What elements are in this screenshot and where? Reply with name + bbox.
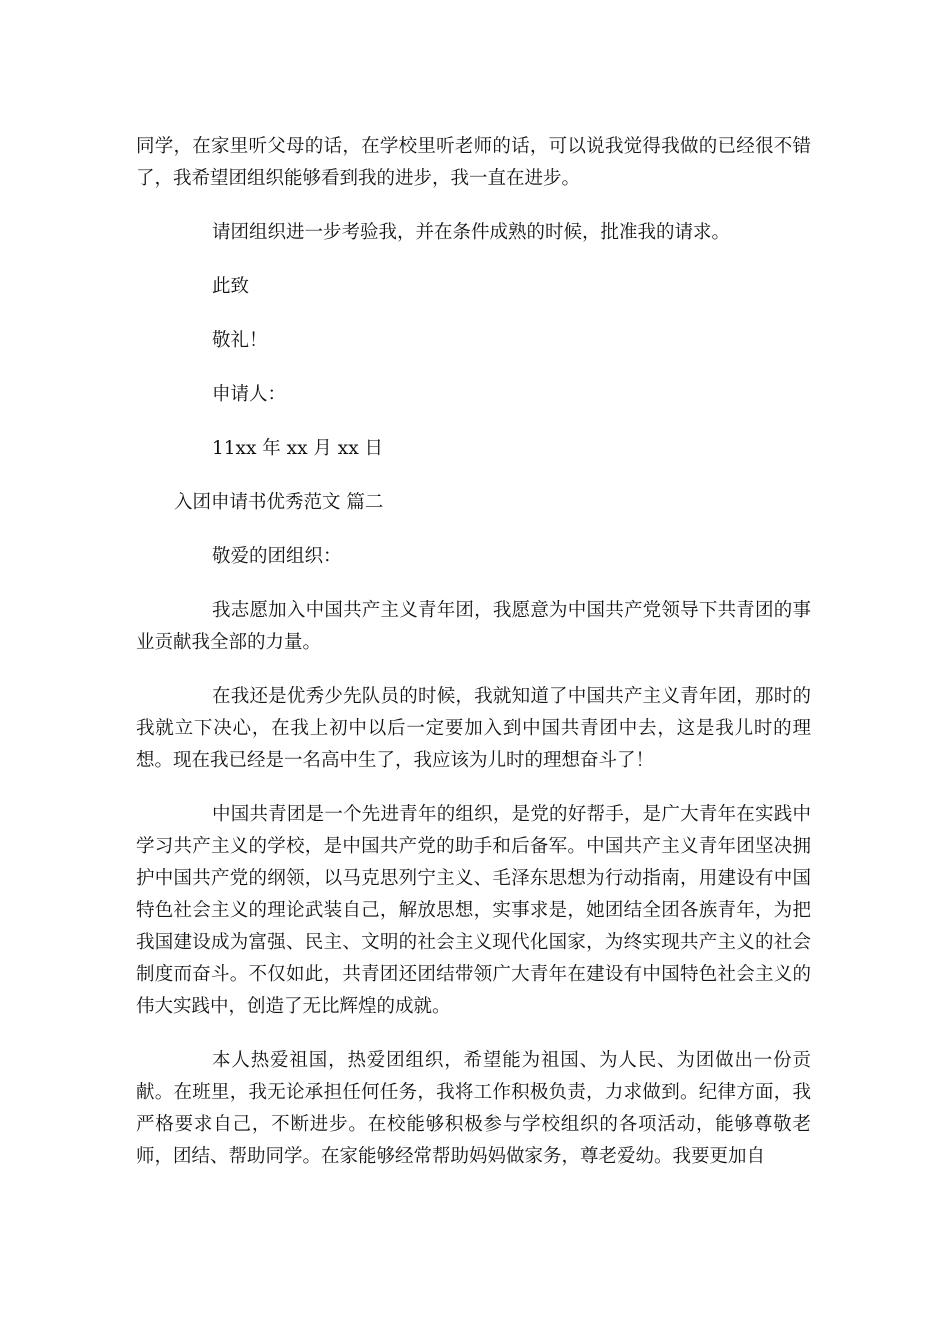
paragraph-request: 请团组织进一步考验我，并在条件成熟的时候，批准我的请求。: [212, 222, 731, 243]
paragraph-intro: 我志愿加入中国共产主义青年团，我愿意为中国共产党领导下共青团的事业贡献我全部的力量。: [136, 600, 811, 653]
paragraph-league-description: 中国共青团是一个先进青年的组织，是党的好帮手，是广大青年在实践中学习共产主义的学校，是中国共产党的助手和后备军。中国共产主义青年团坚决拥护中国共产党的纲领，以马克思列宁主义、毛泽东思想为行动指南，用建设有中国特色社会主义的理论武装自己，解放思想，实事求是，她团结全团各族青年，为把我国建设成为富强、民主、文明的社会主义现代化国家，为终实现共产主义的社会制度而奋斗。不仅如此，共青团还团结带领广大青年在建设有中国特色社会主义的伟大实践中，创造了无比辉煌的成就。: [136, 804, 811, 1017]
document-page: [136, 131, 811, 1195]
date-line: 11xx 年 xx 月 xx 日: [212, 438, 384, 459]
closing-regards: 敬礼！: [212, 330, 268, 351]
closing-salutation: 此致: [212, 276, 250, 297]
paragraph-continuation: 同学，在家里听父母的话，在学校里听老师的话，可以说我觉得我做的已经很不错了，我希望团组织能够看到我的进步，我一直在进步。: [136, 136, 811, 189]
paragraph-childhood: 在我还是优秀少先队员的时候，我就知道了中国共产主义青年团，那时的我就立下决心，在我上初中以后一定要加入到中国共青团中去，这是我儿时的理想。现在我已经是一名高中生了，我应该为儿时的理想奋斗了！: [136, 686, 811, 771]
greeting: 敬爱的团组织：: [212, 546, 342, 567]
applicant-label: 申请人：: [212, 384, 287, 405]
section-heading: 入团申请书优秀范文 篇二: [174, 492, 384, 513]
paragraph-self-description: 本人热爱祖国，热爱团组织，希望能为祖国、为人民、为团做出一份贡献。在班里，我无论承担任何任务，我将工作积极负责，力求做到。纪律方面，我严格要求自己，不断进步。在校能够积极参与学校组织的各项活动，能够尊敬老师，团结、帮助同学。在家能够经常帮助妈妈做家务，尊老爱幼。我要更加自: [136, 1050, 811, 1167]
